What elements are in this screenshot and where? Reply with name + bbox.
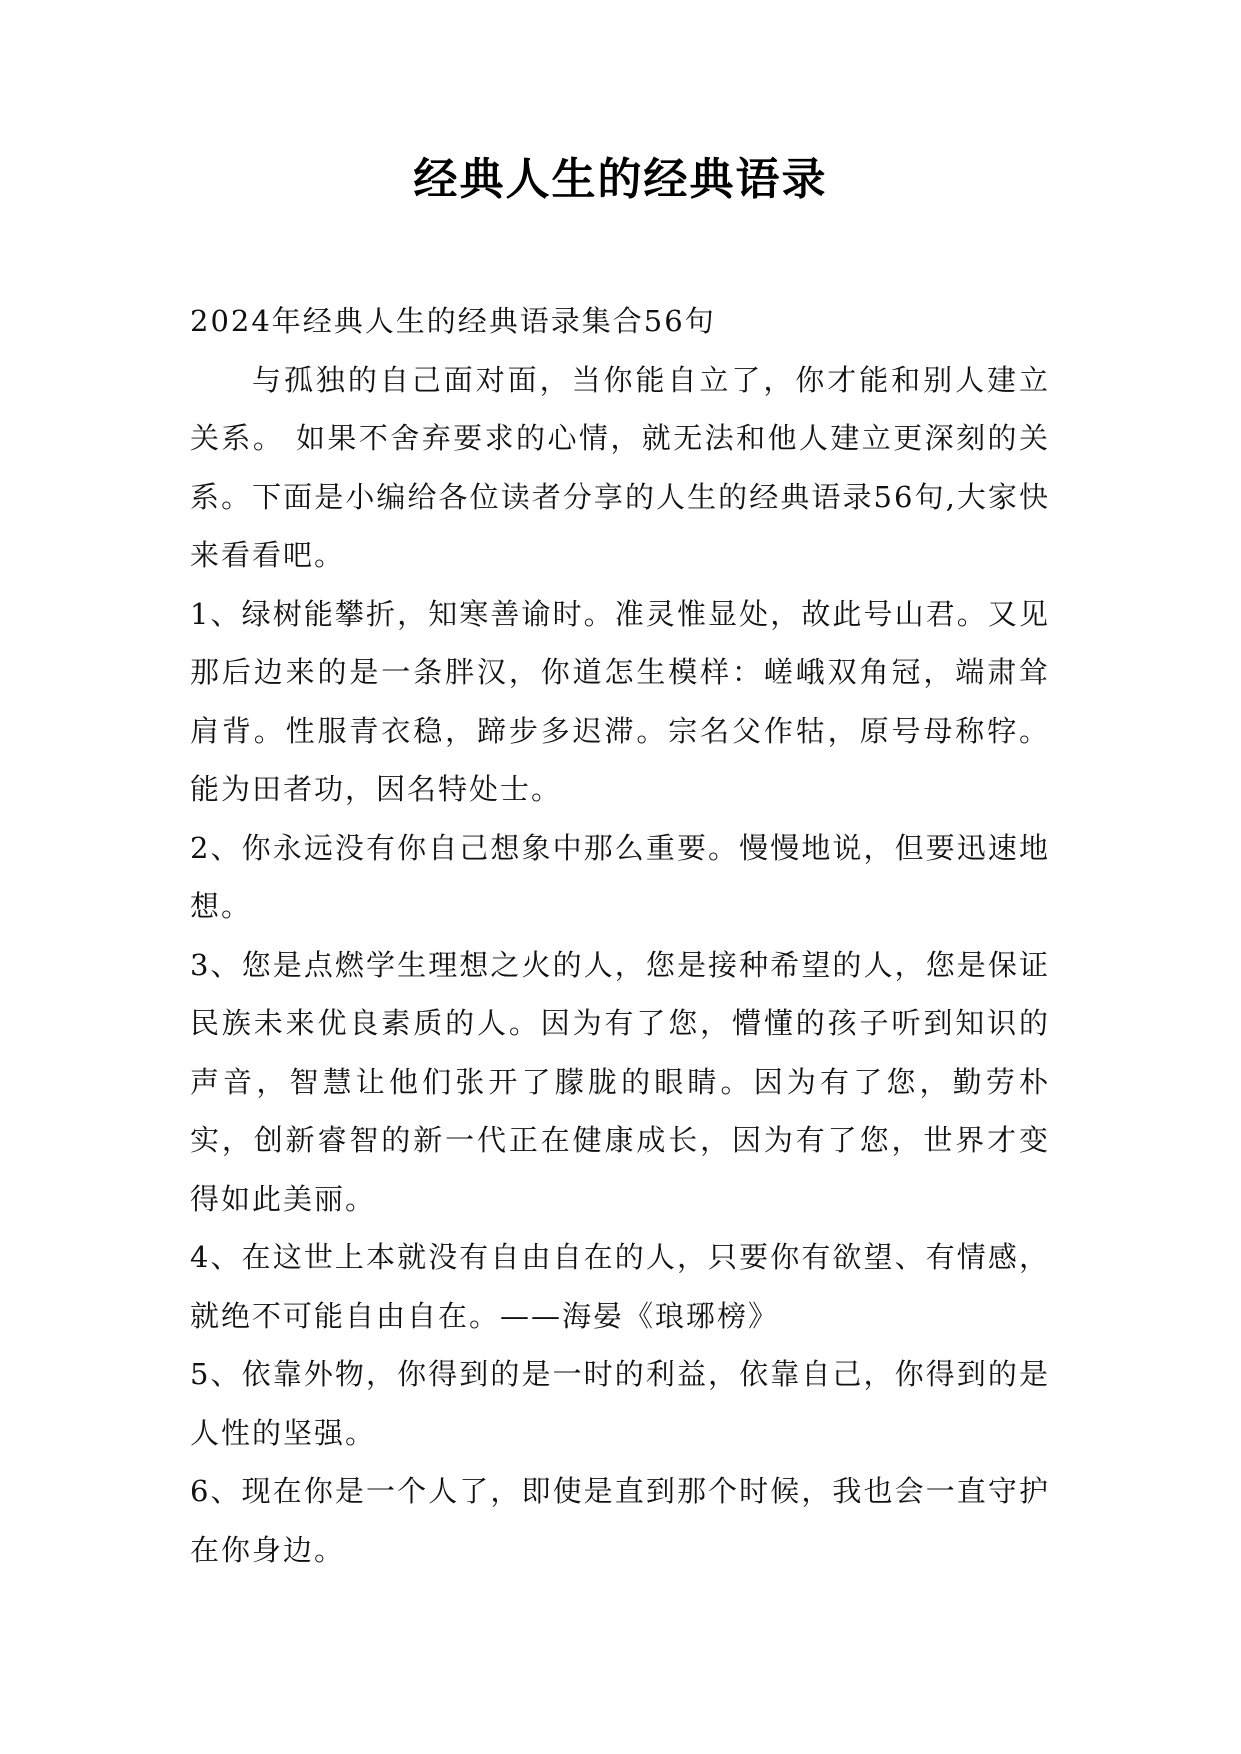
document-subtitle: 2024年经典人生的经典语录集合56句 bbox=[190, 304, 716, 338]
intro-paragraph: 与孤独的自己面对面，当你能自立了，你才能和别人建立关系。 如果不舍弃要求的心情，就无法和他人建立更深刻的关系。下面是小编给各位读者分享的人生的经典语录56句,大家快来看看吧。 bbox=[190, 362, 1050, 572]
quote-3: 3、您是点燃学生理想之火的人，您是接种希望的人，您是保证民族未来优良素质的人。因为有了您，懵懂的孩子听到知识的声音，智慧让他们张开了朦胧的眼睛。因为有了您，勤劳朴实，创新睿智的新一代正在健康成长，因为有了您，世界才变得如此美丽。 bbox=[190, 947, 1050, 1216]
quote-4: 4、在这世上本就没有自由自在的人，只要你有欲望、有情感，就绝不可能自由自在。——海晏《琅琊榜》 bbox=[190, 1240, 1050, 1333]
document-body bbox=[190, 292, 1050, 1579]
document-title: 经典人生的经典语录 bbox=[413, 154, 828, 205]
quote-1: 1、绿树能攀折，知寒善谕时。准灵惟显处，故此号山君。又见那后边来的是一条胖汉，你道怎生模样：嵯峨双角冠，端肃耸肩背。性服青衣稳，蹄步多迟滞。宗名父作牯，原号母称牸。能为田者功，因名特处士。 bbox=[190, 596, 1050, 806]
quote-6: 6、现在你是一个人了，即使是直到那个时候，我也会一直守护在你身边。 bbox=[190, 1474, 1050, 1567]
quote-2: 2、你永远没有你自己想象中那么重要。慢慢地说，但要迅速地想。 bbox=[190, 830, 1050, 923]
quote-5: 5、依靠外物，你得到的是一时的利益，依靠自己，你得到的是人性的坚强。 bbox=[190, 1357, 1050, 1450]
